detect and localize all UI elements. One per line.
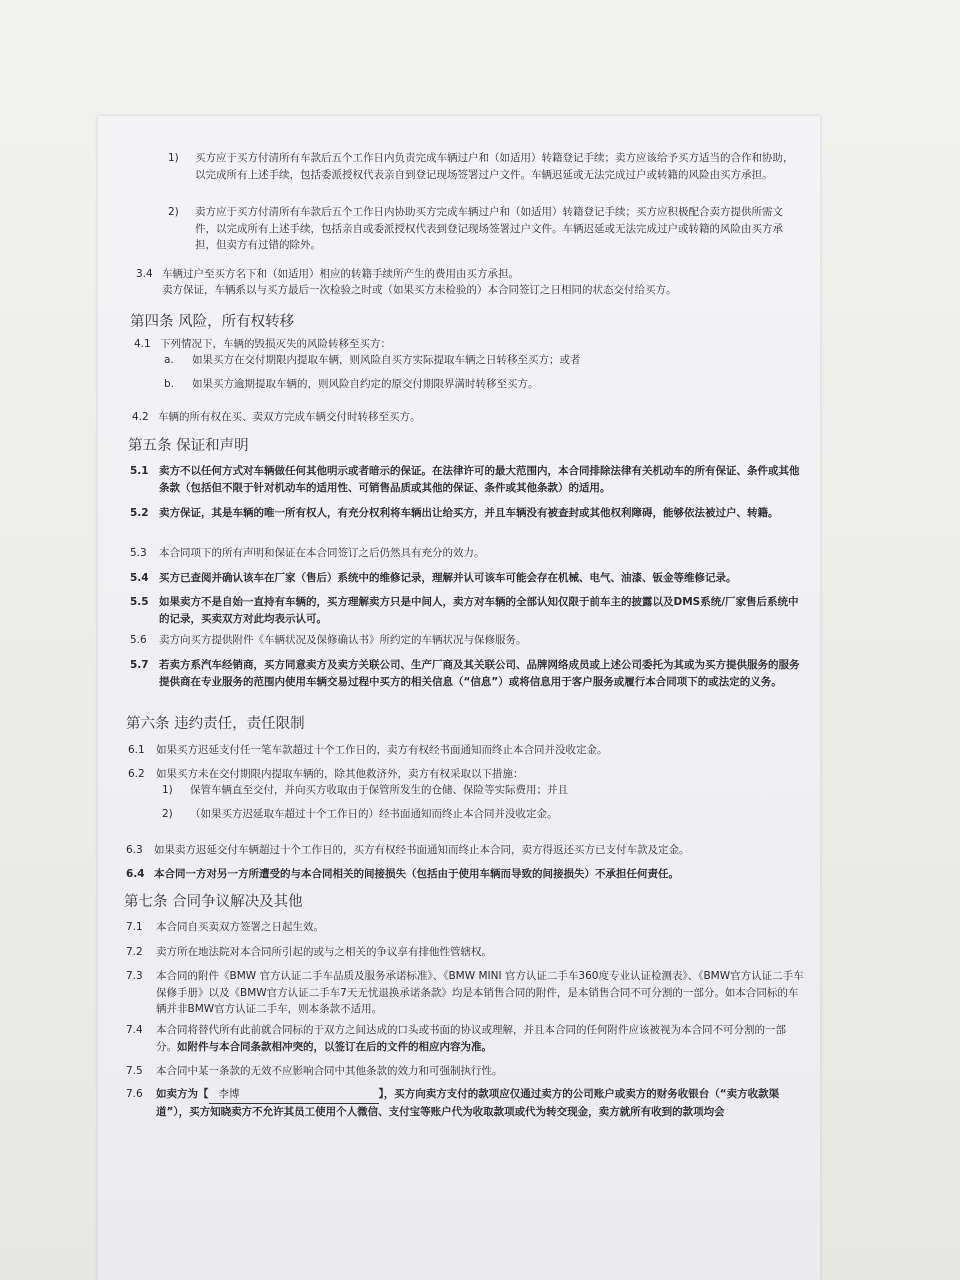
clause-text: 卖方保证，其是车辆的唯一所有权人，有充分权利将车辆出让给买方，并且车辆没有被查封或其他权利障碍，能够依法被过户、转籍。 [159, 507, 779, 519]
clause-text: 如果买方未在交付期限内提取车辆的，除其他救济外，卖方有权采取以下措施： [156, 768, 524, 780]
clause-text-bold: 如附件与本合同条款相冲突的，以签订在后的文件的相应内容为准。 [177, 1040, 492, 1053]
item-number: a. [164, 354, 174, 366]
clause-number: 4.1 [134, 338, 151, 350]
clause-number: 7.5 [126, 1065, 143, 1077]
article-6-heading: 第六条 违约责任，责任限制 [126, 716, 305, 732]
clause-number: 7.2 [126, 946, 143, 958]
clause-text: 本合同的附件《BMW 官方认证二手车品质及服务承诺标准》、《BMW MINI 官方认证二手车360度专业认证检测表》、《BMW官方认证二手车保修手册》以及《BMW官方认证二手车7天无忧退换承诺条款》均是本销售合同的附件，是本销售合同不可分割的一部分。如本合同标的车辆并非BMW官方认证二手车，则本条款不适用。 [156, 970, 804, 1015]
article-4-heading: 第四条 风险，所有权转移 [130, 314, 295, 330]
clause-number: 6.3 [126, 844, 143, 856]
clause-number: 5.5 [130, 596, 149, 608]
clause-number: 6.2 [128, 768, 145, 780]
clause-prefix: 如卖方为【 [156, 1088, 209, 1100]
clause-text: 买方已查阅并确认该车在厂家（售后）系统中的维修记录，理解并认可该车可能会存在机械、电气、油漆、钣金等维修记录。 [159, 572, 737, 584]
item-text: （如果买方迟延取车超过十个工作日的）经书面通知而终止本合同并没收定金。 [190, 808, 558, 820]
clause-number: 5.2 [130, 507, 149, 519]
clause-text: 若卖方系汽车经销商，买方同意卖方及卖方关联公司、生产厂商及其关联公司、品牌网络成员或上述公司委托为其或为买方提供服务的服务提供商在专业服务的范围内使用车辆交易过程中买方的相关信息（“信息”）或将信息用于客户服务或履行本合同项下的或法定的义务。 [159, 659, 800, 688]
clause-text: 本合同一方对另一方所遭受的与本合同相关的间接损失（包括由于使用车辆而导致的间接损失）不承担任何责任。 [154, 868, 679, 880]
clause-number: 5.7 [130, 659, 149, 671]
item-number: b. [164, 378, 175, 390]
item-number: 2) [162, 808, 173, 820]
contract-page [98, 116, 820, 1280]
clause-text: 本合同项下的所有声明和保证在本合同签订之后仍然具有充分的效力。 [159, 547, 485, 559]
clause-number: 5.1 [130, 465, 149, 477]
clause-text: 如果卖方迟延交付车辆超过十个工作日的，买方有权经书面通知而终止本合同，卖方得返还买方已支付车款及定金。 [154, 844, 690, 856]
item-text: 如果买方逾期提取车辆的，则风险自约定的原交付期限界满时转移至买方。 [192, 378, 539, 390]
clause-text: 本合同自买卖双方签署之日起生效。 [156, 921, 324, 933]
clause-text: 车辆过户至买方名下和（如适用）相应的转籍手续所产生的费用由买方承担。 [162, 268, 519, 280]
clause-text: 如果买方迟延支付任一笔车款超过十个工作日的，卖方有权经书面通知而终止本合同并没收定金。 [156, 744, 608, 756]
clause-text [156, 1022, 804, 1055]
clause-number: 7.4 [126, 1024, 143, 1036]
article-5-heading: 第五条 保证和声明 [128, 438, 249, 454]
clause-number: 7.6 [126, 1088, 143, 1100]
clause-number: 6.1 [128, 744, 145, 756]
clause-text: 下列情况下，车辆的毁损灭失的风险转移至买方： [160, 338, 391, 350]
clause-text [156, 1086, 806, 1120]
article-7-heading: 第七条 合同争议解决及其他 [124, 894, 303, 910]
item-text: 如果买方在交付期限内提取车辆，则风险自买方实际提取车辆之日转移至买方；或者 [192, 354, 581, 366]
clause-number: 6.4 [126, 868, 145, 880]
item-text: 卖方应于买方付清所有车款后五个工作日内协助买方完成车辆过户和（如适用）转籍登记手续；买方应积极配合卖方提供所需文件，以完成所有上述手续，包括亲自或委派授权代表到登记现场签署过户文件。车辆迟延或无法完成过户或转籍的风险由买方承担，但卖方有过错的除外。 [195, 206, 783, 251]
clause-text: 卖方向买方提供附件《车辆状况及保修确认书》所约定的车辆状况与保修服务。 [159, 634, 527, 646]
clause-number: 4.2 [132, 411, 149, 423]
item-number: 1) [168, 152, 179, 164]
item-text: 保管车辆直至交付，并向买方收取由于保管所发生的仓储、保险等实际费用；并且 [190, 784, 568, 796]
clause-number: 3.4 [136, 268, 153, 280]
clause-text: 如果卖方不是自始一直持有车辆的，买方理解卖方只是中间人，卖方对车辆的全部认知仅限于前车主的披露以及DMS系统/厂家售后系统中的记录，买卖双方对此均表示认可。 [159, 596, 799, 625]
clause-3-4-text2: 卖方保证，车辆系以与买方最后一次检验之时或（如果买方未检验的）本合同签订之日相同的状态交付给买方。 [162, 284, 677, 296]
clause-suffix: 】，买方向卖方支付的款项应仅通过卖方的公司账户或卖方的财务收银台（“卖方收款渠道”），买方知晓卖方不允许其员工使用个人微信、支付宝等账户代为收取款项或代为转交现金，卖方就所有收到的款项均会 [156, 1088, 780, 1118]
clause-text: 卖方所在地法院对本合同所引起的或与之相关的争议享有排他性管辖权。 [156, 946, 492, 958]
clause-text: 车辆的所有权在买、卖双方完成车辆交付时转移至买方。 [158, 411, 421, 423]
item-number: 1) [162, 784, 173, 796]
clause-number: 5.4 [130, 572, 149, 584]
clause-number: 5.3 [130, 547, 147, 559]
seller-name-field[interactable]: 李博 [209, 1086, 379, 1104]
clause-text-normal: 本合同将替代所有此前就合同标的于双方之间达成的口头或书面的协议或理解，并且本合同的任何附件应该被视为本合同不可分割的一部分。 [156, 1024, 786, 1053]
clause-number: 7.3 [126, 970, 143, 982]
item-text: 买方应于买方付清所有车款后五个工作日内负责完成车辆过户和（如适用）转籍登记手续；卖方应该给予买方适当的合作和协助，以完成所有上述手续，包括委派授权代表亲自到登记现场签署过户文件。车辆迟延或无法完成过户或转籍的风险由买方承担。 [195, 152, 794, 181]
clause-text: 本合同中某一条款的无效不应影响合同中其他条款的效力和可强制执行性。 [156, 1065, 503, 1077]
clause-number: 5.6 [130, 634, 147, 646]
clause-number: 7.1 [126, 921, 143, 933]
clause-text: 卖方不以任何方式对车辆做任何其他明示或者暗示的保证。在法律许可的最大范围内，本合同排除法律有关机动车的所有保证、条件或其他条款（包括但不限于针对机动车的适用性、可销售品质或其他的保证、条件或其他条款）的适用。 [159, 465, 800, 494]
item-number: 2) [168, 206, 179, 218]
